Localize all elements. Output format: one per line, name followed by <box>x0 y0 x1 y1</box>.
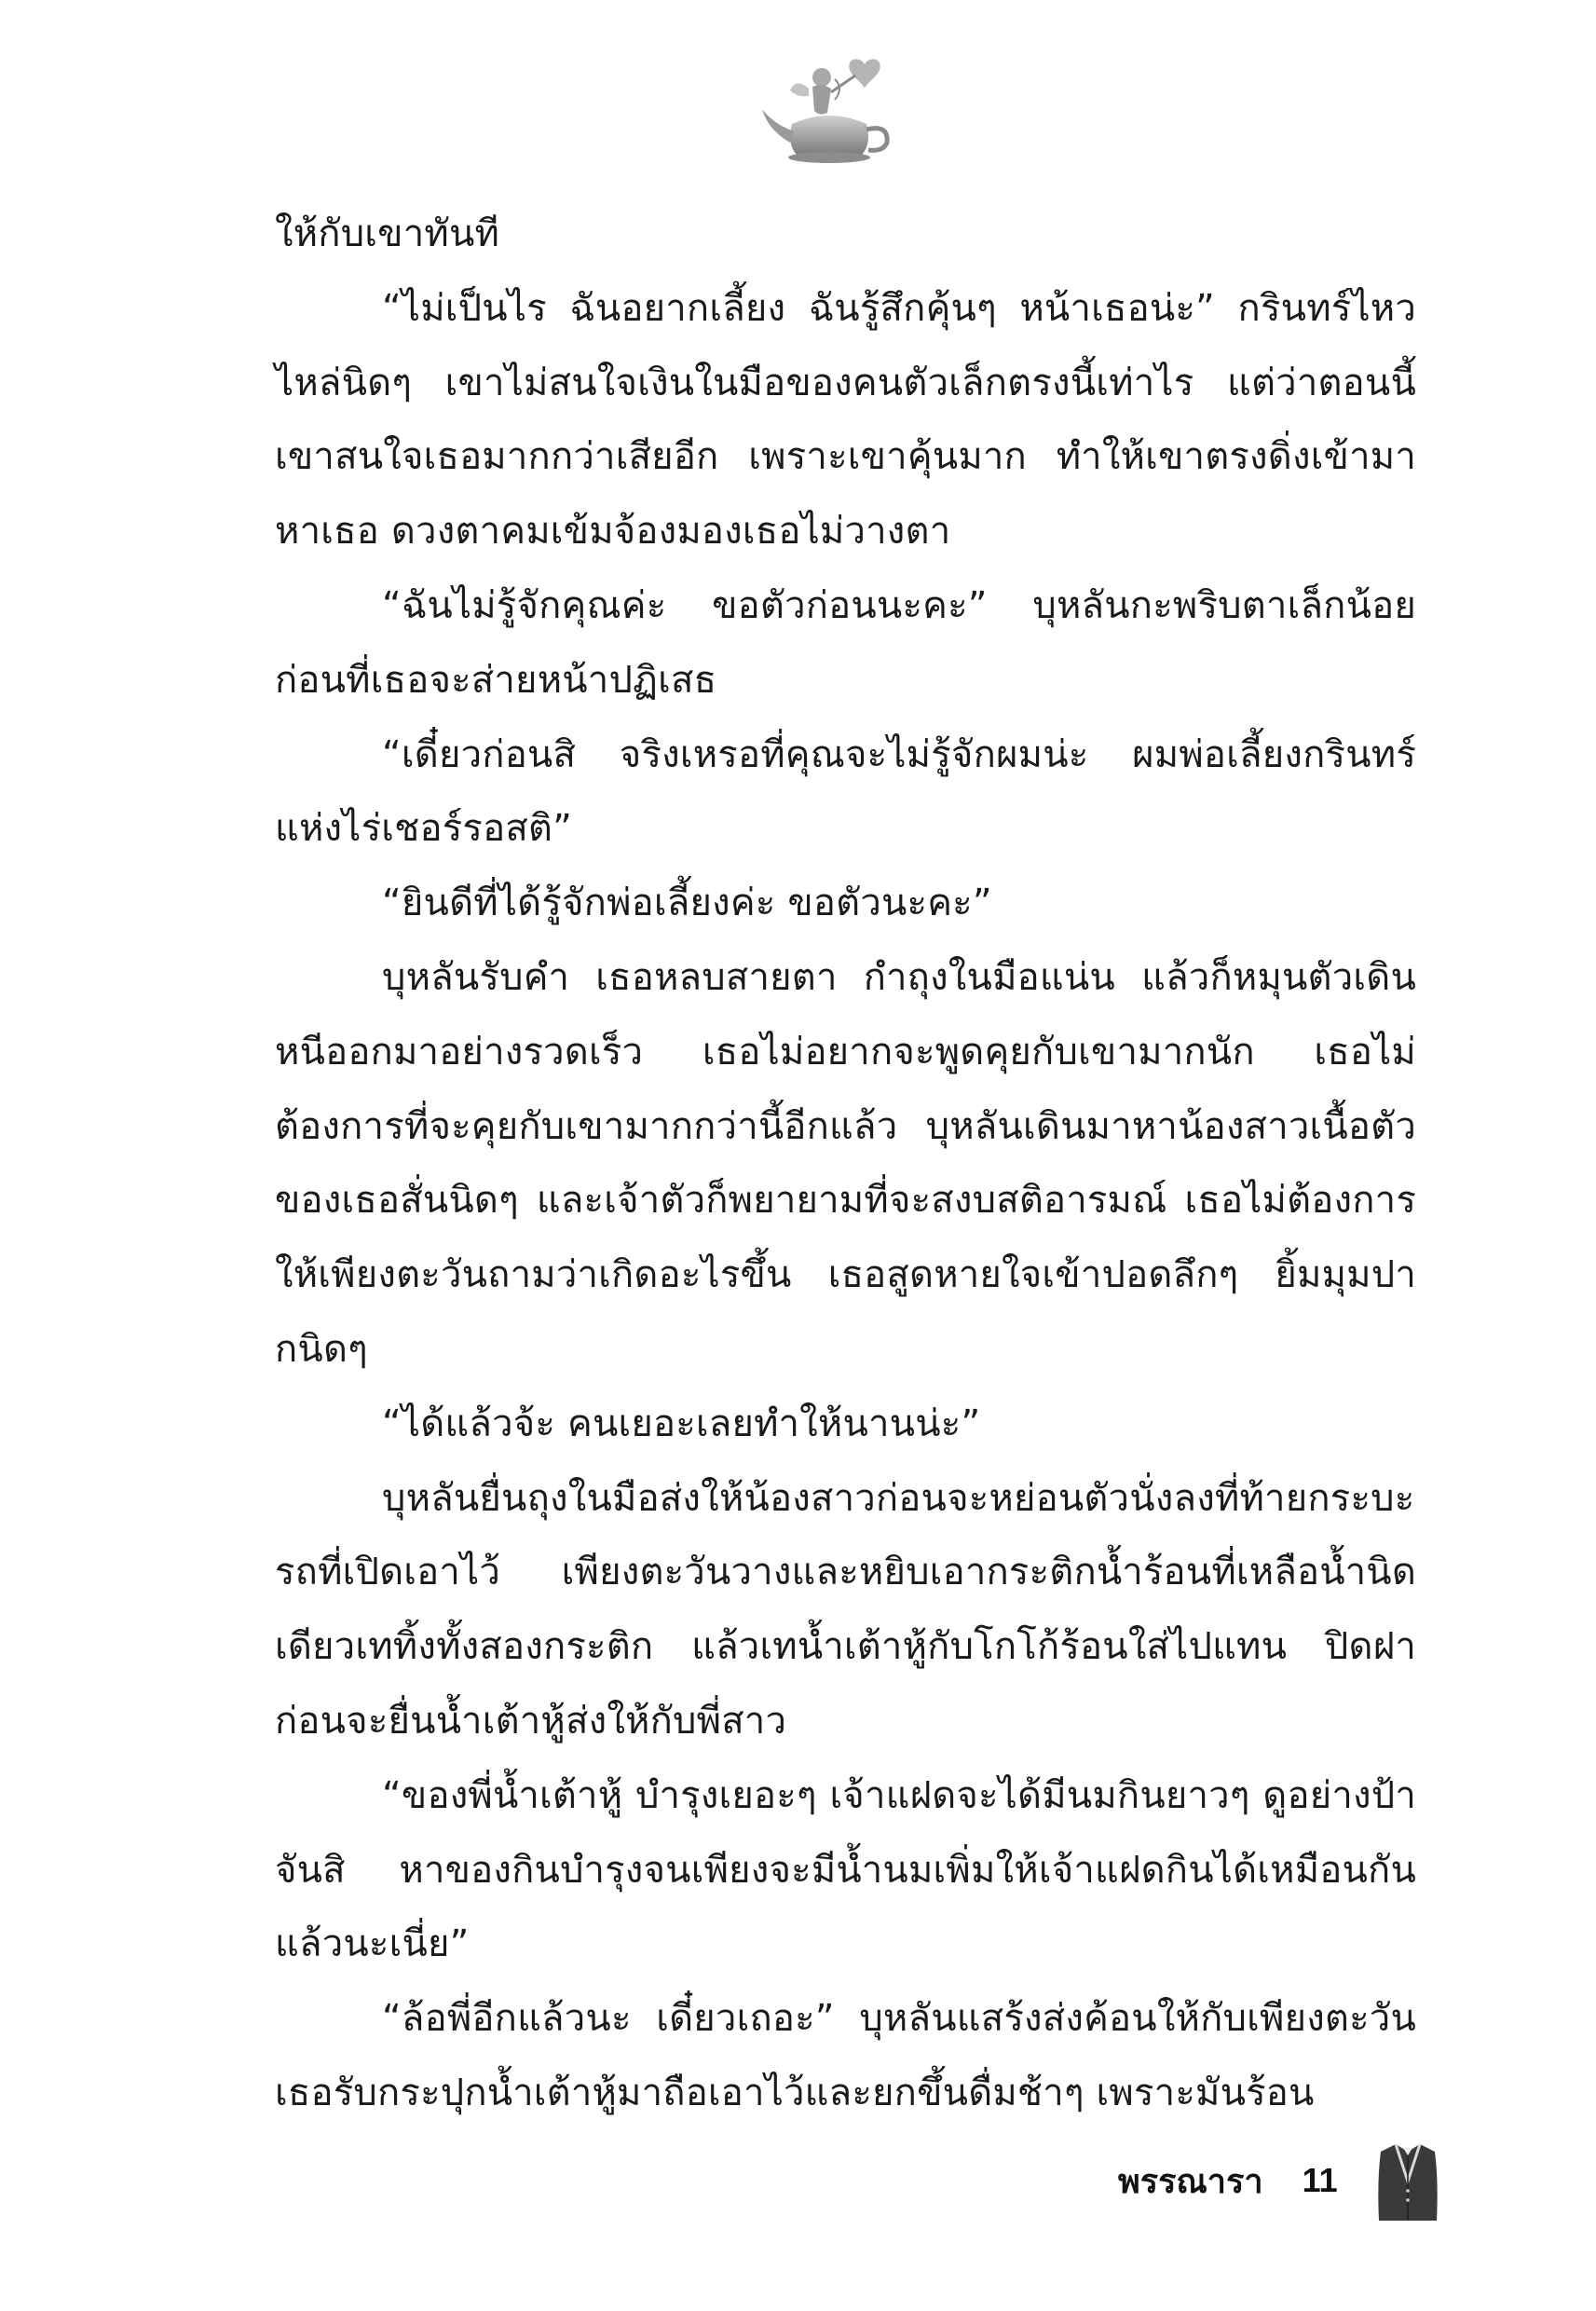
book-title: พรรณารา <box>1118 2161 1263 2200</box>
paragraph: บุหลันรับคำ เธอหลบสายตา กำถุงในมือแน่น แล้วก็หมุนตัวเดินหนีออกมาอย่างรวดเร็ว เธอไม่อยากจะพูดคุยกับเขามากนัก เธอไม่ต้องการที่จะคุยกับเขามากกว่านี้อีกแล้ว บุหลันเดินมาหาน้องสาวเนื้อตัวของเธอสั่นนิดๆ และเจ้าตัวก็พยายามที่จะสงบสติอารมณ์ เธอไม่ต้องการให้เพียงตะวันถามว่าเกิดอะไรขึ้น เธอสูดหายใจเข้าปอดลึกๆ ยิ้มมุมปากนิดๆ <box>275 955 1416 1371</box>
paragraph: “เดี๋ยวก่อนสิ จริงเหรอที่คุณจะไม่รู้จักผมน่ะ ผมพ่อเลี้ยงกรินทร์แห่งไร่เชอร์รอสติ” <box>275 732 1416 851</box>
paragraph: “ไม่เป็นไร ฉันอยากเลี้ยง ฉันรู้สึกคุ้นๆ หน้าเธอน่ะ” กรินทร์ไหวไหล่นิดๆ เขาไม่สนใจเงินในมือของคนตัวเล็กตรงนี้เท่าไร แต่ว่าตอนนี้เขาสนใจเธอมากกว่าเสียอีก เพราะเขาคุ้นมาก ทำให้เขาตรงดิ่งเข้ามาหาเธอ ดวงตาคมเข้มจ้องมองเธอไม่วางตา <box>275 286 1416 554</box>
paragraph: ให้กับเขาทันที <box>275 212 500 255</box>
paragraph: “ยินดีที่ได้รู้จักพ่อเลี้ยงค่ะ ขอตัวนะคะ” <box>382 882 992 925</box>
page-number: 11 <box>1302 2161 1338 2199</box>
paragraph: “ได้แล้วจ้ะ คนเยอะเลยทำให้นานน่ะ” <box>382 1402 981 1445</box>
page-footer <box>1118 2143 1440 2218</box>
paragraph: “ล้อพี่อีกแล้วนะ เดี๋ยวเถอะ” บุหลันแสร้งส่งค้อนให้กับเพียงตะวันเธอรับกระปุกน้ำเต้าหู้มาถือเอาไว้และยกขึ้นดื่มช้าๆ เพราะมันร้อน <box>275 1997 1416 2114</box>
paragraph: บุหลันยื่นถุงในมือส่งให้น้องสาวก่อนจะหย่อนตัวนั่งลงที่ท้ายกระบะรถที่เปิดเอาไว้ เพียงตะวันวางและหยิบเอากระติกน้ำร้อนที่เหลือน้ำนิดเดียวเททิ้งทั้งสองกระติก แล้วเทน้ำเต้าหู้กับโกโก้ร้อนใส่ไปแทน ปิดฝาก่อนจะยื่นน้ำเต้าหู้ส่งให้กับพี่สาว <box>275 1476 1416 1743</box>
body-text <box>275 198 1416 2131</box>
paragraph: “ฉันไม่รู้จักคุณค่ะ ขอตัวก่อนนะคะ” บุหลันกะพริบตาเล็กน้อยก่อนที่เธอจะส่ายหน้าปฏิเสธ <box>275 583 1416 702</box>
suit-jacket-icon <box>1375 2139 1440 2222</box>
paragraph: “ของพี่น้ำเต้าหู้ บำรุงเยอะๆ เจ้าแฝดจะได้มีนมกินยาวๆ ดูอย่างป้าจันสิ หาของกินบำรุงจนเพียงจะมีน้ำนมเพิ่มให้เจ้าแฝดกินได้เหมือนกันแล้วนะเนี่ย” <box>275 1773 1416 1966</box>
teapot-cupid-ornament-icon <box>755 51 913 172</box>
